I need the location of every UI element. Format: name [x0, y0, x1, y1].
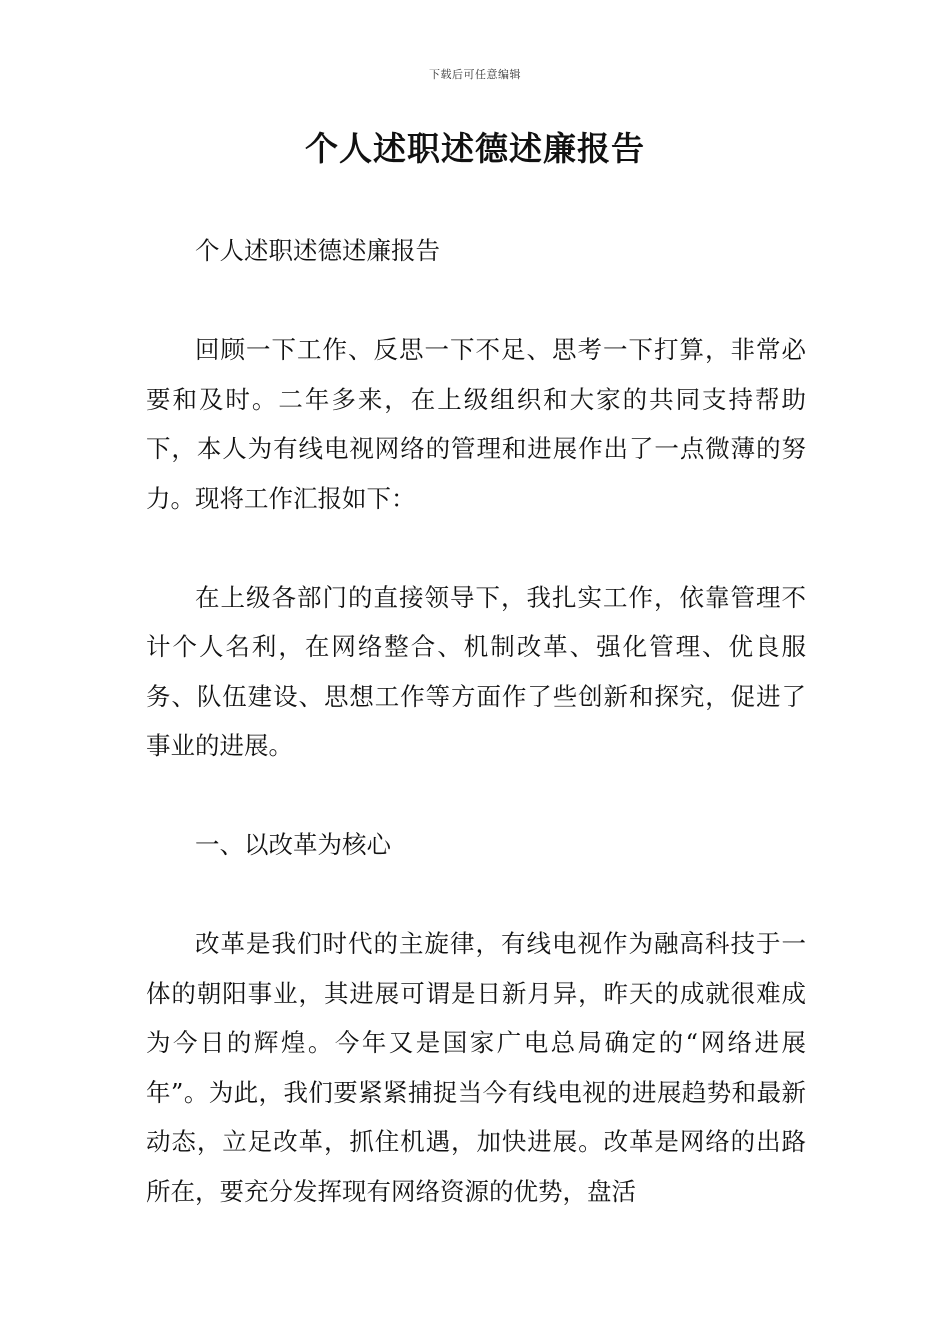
paragraph-summary: 在上级各部门的直接领导下，我扎实工作，依靠管理不计个人名利，在网络整合、机制改革、强化管理、优良服务、队伍建设、思想工作等方面作了些创新和探究，促进了事业的进展。	[146, 582, 806, 760]
page-header-note: 下载后可任意编辑	[429, 68, 521, 81]
paragraph-reform: 改革是我们时代的主旋律，有线电视作为融高科技于一体的朝阳事业，其进展可谓是日新月异，昨天的成就很难成为今日的辉煌。今年又是国家广电总局确定的“网络进展年”。为此，我们要紧紧捕捉当今有线电视的进展趋势和最新动态，立足改革，抓住机遇，加快进展。改革是网络的出路所在，要充分发挥现有网络资源的优势，盘活	[146, 929, 806, 1206]
section-heading-reform: 一、以改革为核心	[195, 830, 391, 859]
paragraph-subtitle: 个人述职述德述廉报告	[195, 236, 440, 265]
document-title: 个人述职述德述廉报告	[305, 129, 645, 168]
paragraph-intro: 回顾一下工作、反思一下不足、思考一下打算，非常必要和及时。二年多来，在上级组织和大家的共同支持帮助下，本人为有线电视网络的管理和进展作出了一点微薄的努力。现将工作汇报如下：	[146, 335, 806, 513]
document-body	[146, 226, 806, 1216]
